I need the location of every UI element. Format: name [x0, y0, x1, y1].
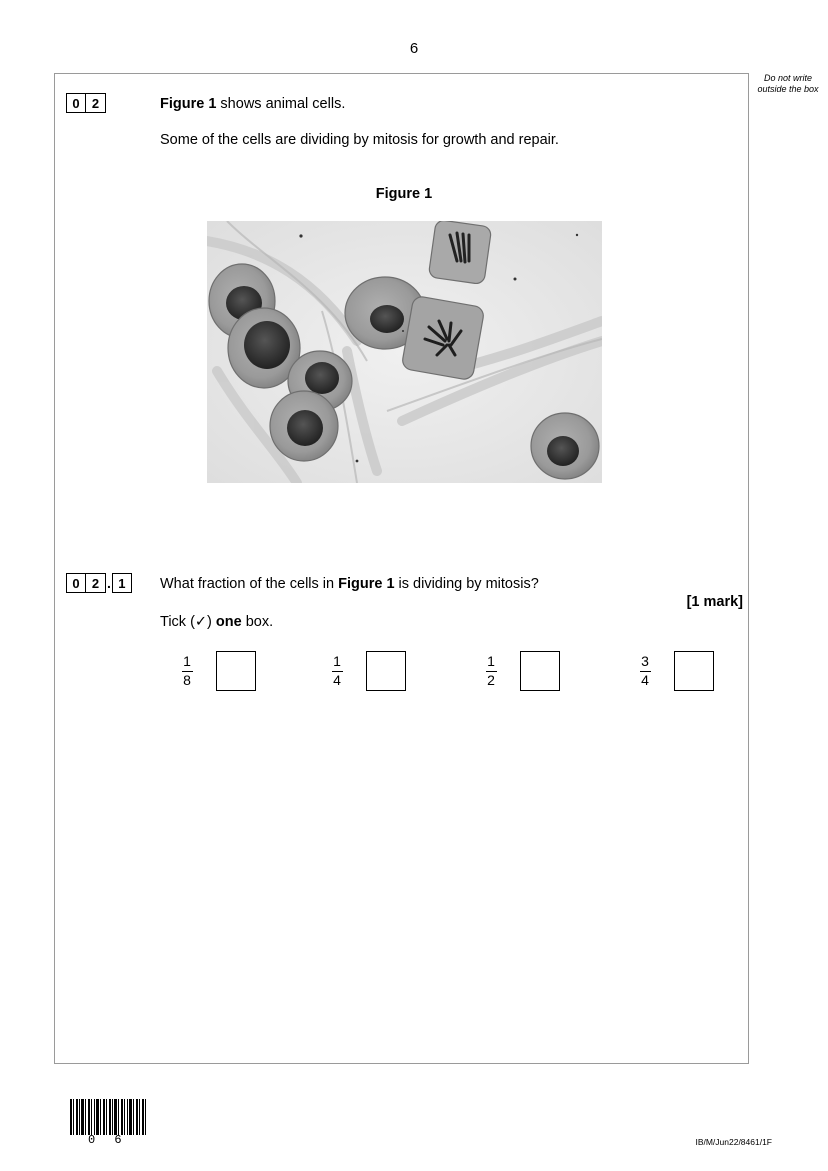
barcode-digits: 0 6	[88, 1133, 128, 1147]
paper-reference: IB/M/Jun22/8461/1F	[695, 1137, 772, 1147]
marks-label: [1 mark]	[686, 594, 743, 610]
fraction	[180, 654, 194, 688]
fraction-denominator: 4	[641, 672, 649, 688]
tick-instruction	[160, 614, 273, 630]
fraction-denominator: 2	[487, 672, 495, 688]
answer-option-one-half	[484, 651, 560, 691]
fraction	[638, 654, 652, 688]
answer-option-one-eighth	[180, 651, 256, 691]
subquestion-text-post: is dividing by mitosis?	[394, 576, 539, 592]
subquestion-text	[160, 576, 539, 592]
fraction-numerator: 1	[183, 653, 191, 669]
tick-box[interactable]	[216, 651, 256, 691]
tick-box[interactable]	[674, 651, 714, 691]
figure-title: Figure 1	[375, 186, 433, 202]
fraction	[330, 654, 344, 688]
subquestion-number	[66, 573, 132, 593]
figure-reference: Figure 1	[160, 96, 217, 112]
answer-option-three-quarters	[638, 651, 714, 691]
subquestion-digit: 2	[86, 573, 106, 593]
tick-instruction-pre: Tick (✓)	[160, 614, 216, 630]
subquestion-part-digit: 1	[112, 573, 132, 593]
tick-box[interactable]	[366, 651, 406, 691]
question-number	[66, 93, 106, 113]
subquestion-text-pre: What fraction of the cells in	[160, 576, 339, 592]
answer-option-one-quarter	[330, 651, 406, 691]
fraction-numerator: 1	[487, 653, 495, 669]
question-intro	[160, 96, 345, 112]
question-context: Some of the cells are dividing by mitosis for growth and repair.	[160, 132, 559, 148]
question-digit: 0	[66, 93, 86, 113]
fraction-numerator: 1	[333, 653, 341, 669]
tick-instruction-post: box.	[241, 614, 274, 630]
figure-reference: Figure 1	[338, 576, 395, 592]
page-number: 6	[409, 40, 419, 57]
fraction-numerator: 3	[641, 653, 649, 669]
margin-note: Do not write outside the box	[757, 73, 819, 94]
barcode	[70, 1099, 146, 1135]
tick-box[interactable]	[520, 651, 560, 691]
fraction-denominator: 8	[183, 672, 191, 688]
question-digit: 2	[86, 93, 106, 113]
fraction-denominator: 4	[333, 672, 341, 688]
tick-instruction-emphasis: one	[215, 614, 242, 630]
subquestion-digit: 0	[66, 573, 86, 593]
fraction	[484, 654, 498, 688]
question-intro-text: shows animal cells.	[216, 96, 346, 112]
cells-micrograph	[207, 221, 602, 483]
subquestion-separator: .	[107, 575, 111, 591]
